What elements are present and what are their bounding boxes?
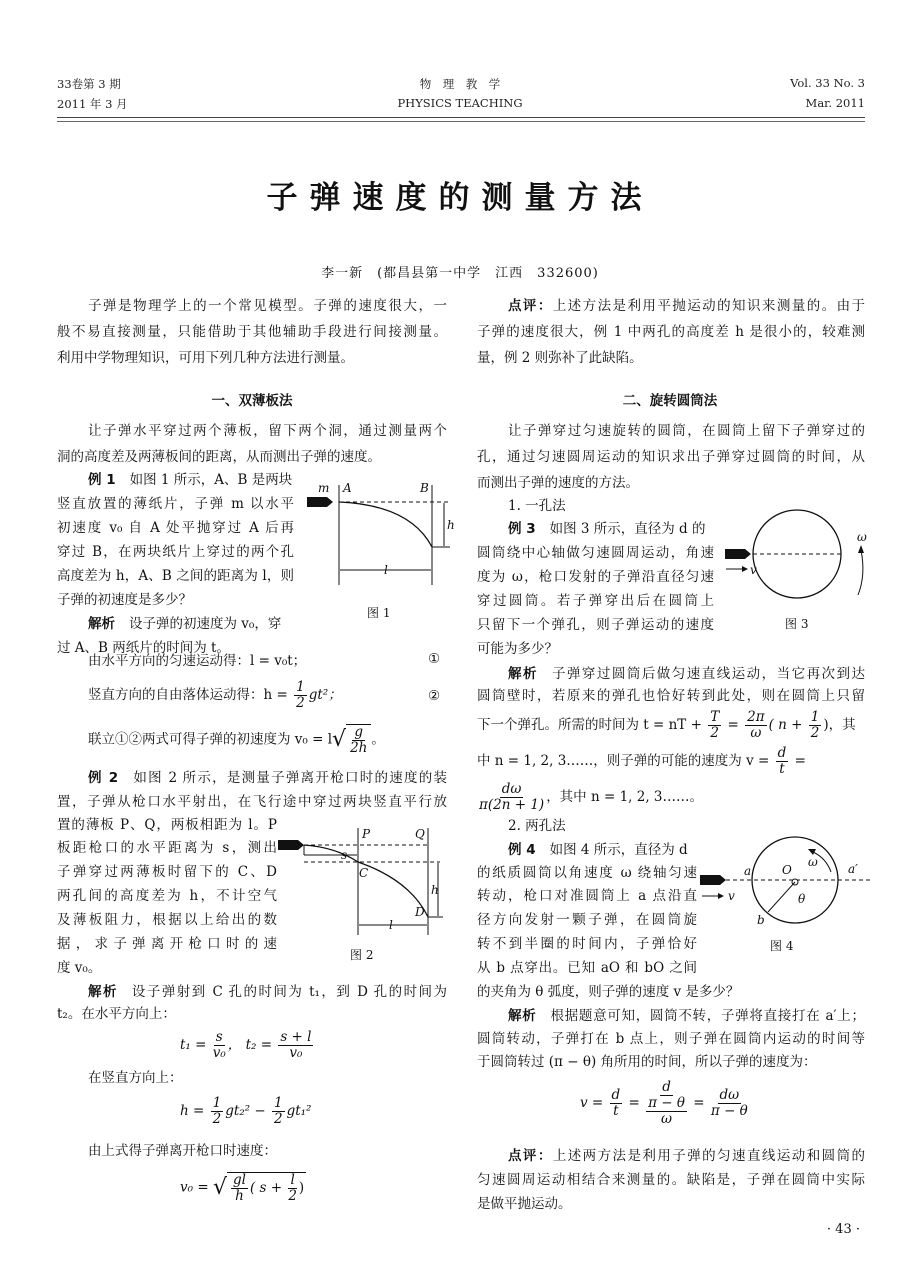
example-line: 穿过圆筒。若子弹穿出后在圆筒上: [477, 593, 714, 609]
final-velocity-equation: v = $\frac{d}{t}$ = $\frac{d}{\frac{\pi - \theta}{\omega}}$ = $\frac{d\omega}{\pi - \theta}$: [580, 1079, 748, 1127]
comment-line: 子弹的速度很大，例 1 中两孔的高度差 h 是很小的，较难测: [477, 324, 865, 340]
example-line: 的纸质圆筒以角速度 ω 绕轴匀速: [477, 865, 697, 881]
solution-line: t₂。在水平方向上：: [57, 1006, 176, 1022]
example-line: 及薄板阻力，根据以上给出的数: [57, 912, 277, 928]
figure-2: [275, 825, 455, 940]
radius-ob: [768, 882, 795, 912]
trajectory: [304, 845, 428, 917]
article-title: 子弹速度的测量方法: [266, 180, 654, 216]
vertical-label: 在竖直方向上：: [88, 1070, 183, 1086]
v0-equation: v₀ = √ $\frac{gl}{h}$ ( s + $\frac{l}{2}$ ): [180, 1172, 305, 1204]
intro-line: 子弹是物理学上的一个常见模型。子弹的速度很大，一: [88, 298, 447, 314]
bullet-icon: [307, 497, 333, 507]
example-label: 例 4: [508, 842, 536, 858]
svg-text:v: v: [728, 889, 735, 903]
rotation-arrow: [858, 550, 863, 595]
author-line: 李一新 (都昌县第一中学 江西 332600): [321, 266, 599, 281]
svg-text:ω: ω: [808, 855, 818, 869]
comment-2-first: 点评：上述两方法是利用子弹的匀速直线运动和圆筒的: [508, 1148, 866, 1164]
example-line: 度为 ω，枪口发射的子弹沿直径匀速: [477, 569, 714, 585]
example-label: 例 2: [88, 770, 119, 786]
example-line: 据，求子弹离开枪口时的速: [57, 936, 277, 952]
paragraph-line: 让子弹穿过匀速旋转的圆筒，在圆筒上留下子弹穿过的: [508, 423, 865, 439]
label-h: h: [447, 518, 455, 532]
example-line: 穿过 B，在两块纸片上穿过的两个孔: [57, 544, 294, 560]
issue-volume: 33卷第 3 期: [57, 77, 121, 91]
comment-label: 点评：: [508, 1148, 553, 1164]
comment-line: 匀速圆周运动相结合来测量的。缺陷是，子弹在圆筒中实际: [477, 1172, 865, 1188]
example-3-first: 例 3 如图 3 所示，直径为 d 的: [508, 521, 706, 537]
solution-4-first: 解析 根据题意可知，圆筒不转，子弹将直接打在 a′上；: [508, 1008, 866, 1024]
bullet-icon: [725, 549, 751, 559]
subsection-one-hole: 1. 一孔法: [508, 498, 566, 514]
intro-line: 般不易直接测量，只能借助于其他辅助手段进行间接测量。: [57, 324, 447, 340]
example-1-first: [88, 470, 292, 490]
label-m: m: [318, 481, 330, 495]
example-line: 度 v₀。: [57, 960, 102, 976]
figure-1-caption: 图 1: [367, 606, 391, 620]
figure-1: [300, 475, 460, 585]
section-heading-2: 二、旋转圆筒法: [622, 393, 718, 409]
example-line: 子弹的初速度是多少？: [57, 592, 192, 608]
solution-1-first: [88, 614, 281, 634]
solution-label: 解析: [508, 666, 538, 682]
example-line: 高度差为 h，A、B 之间的距离为 l，则: [57, 568, 294, 584]
figure-3-caption: 图 3: [785, 617, 809, 631]
svg-text:v: v: [750, 563, 757, 577]
comment-line: 是做平抛运动。: [477, 1196, 572, 1212]
journal-name-en: PHYSICS TEACHING: [397, 96, 523, 110]
intro-line: 利用中学物理知识，可用下列几种方法进行测量。: [57, 350, 354, 366]
solution-line: 圆筒壁时，若原来的弹孔也恰好转到此处，则在圆筒上只留: [477, 688, 865, 704]
paragraph-line: 让子弹水平穿过两个薄板，留下两个洞，通过测量两个: [88, 423, 447, 439]
volume-en: Vol. 33 No. 3: [790, 76, 865, 90]
svg-text:a′: a′: [848, 862, 858, 876]
svg-text:P: P: [362, 827, 371, 841]
svg-text:θ: θ: [798, 892, 806, 906]
label-b: B: [420, 481, 429, 495]
solution-line: 过 A、B 两纸片的时间为 t。: [57, 640, 230, 656]
label-l: l: [384, 563, 388, 577]
comment-line: 量，例 2 则弥补了此缺陷。: [477, 350, 643, 366]
trajectory: [339, 502, 432, 547]
page-number: · 43 ·: [826, 1222, 860, 1237]
header-rule: [57, 117, 865, 122]
journal-name-cn: 物 理 教 学: [419, 77, 501, 91]
example-line: 圆筒绕中心轴做匀速圆周运动，角速: [477, 545, 714, 561]
example-line: 竖直放置的薄纸片，子弹 m 以水平: [57, 496, 294, 512]
comment-label: 点评：: [508, 298, 553, 314]
example-2-first: 例 2 如图 2 所示，是测量子弹离开枪口时的速度的装: [88, 770, 448, 786]
comment-1-first: 点评：上述方法是利用平抛运动的知识来测量的。由于: [508, 298, 866, 314]
example-4-first: 例 4 如图 4 所示，直径为 d: [508, 842, 688, 858]
svg-text:D: D: [415, 905, 425, 919]
svg-text:C: C: [359, 866, 369, 880]
example-line: 径方向发射一颗子弹，在圆筒旋: [477, 912, 697, 928]
example-text: 如图 1 所示，A、B 是两块: [129, 472, 293, 488]
example-line: 两孔间的高度差为 h，不计空气: [57, 888, 277, 904]
solution-label: 解析: [88, 616, 115, 632]
section-heading-1: 一、双薄板法: [211, 393, 293, 409]
example-line: 的夹角为 θ 弧度，则子弹的速度 v 是多少？: [477, 984, 740, 1000]
figure-4: [698, 830, 873, 935]
paragraph-line: 洞的高度差及两薄板间的距离，从而测出子弹的速度。: [57, 449, 381, 465]
combined-result: 联立①②两式可得子弹的初速度为 v₀ = l √ $\frac{g}{2h}$ 。: [88, 724, 385, 756]
figure-4-caption: 图 4: [770, 939, 794, 953]
solution-line: 于圆筒转过 (π − θ) 角所用的时间，所以子弹的速度为：: [477, 1054, 817, 1070]
solution-label: 解析: [508, 1008, 537, 1024]
height-equation: h = $\frac{1}{2}$ gt₂² − $\frac{1}{2}$ gt₁²: [180, 1095, 312, 1127]
paragraph-line: 而测出子弹的速度的方法。: [477, 475, 639, 491]
issue-date: 2011 年 3 月: [57, 97, 128, 111]
figure-2-caption: 图 2: [350, 948, 374, 962]
equation-2-number: ②: [428, 688, 441, 704]
svg-text:a: a: [744, 864, 752, 878]
solution-3-first: 解析 子弹穿过圆筒后做匀速直线运动，当它再次到达: [508, 666, 866, 682]
svg-text:s: s: [341, 848, 348, 862]
equation-1-number: ①: [428, 651, 441, 667]
solution-label: 解析: [88, 984, 118, 1000]
solution-line: 圆筒转动，子弹打在 b 点上，则子弹在圆筒内运动的时间等: [477, 1031, 865, 1047]
subsection-two-hole: 2. 两孔法: [508, 818, 566, 834]
example-line: 可能为多少？: [477, 641, 558, 657]
example-line: 转不到半圈的时间内，子弹恰好: [477, 936, 697, 952]
svg-text:Q: Q: [415, 827, 425, 841]
paragraph-line: 孔，通过匀速圆周运动的知识求出子弹穿过圆筒的时间，从: [477, 449, 865, 465]
solution-text: 设子弹的初速度为 v₀，穿: [129, 616, 282, 632]
time-equation: 下一个弹孔。所需的时间为 t = nT + $\frac{T}{2}$ = $\frac{2\pi}{\omega}$ ( n + $\frac{1}{2}$ )，其: [477, 709, 856, 741]
figure-3: [720, 505, 880, 615]
svg-text:h: h: [431, 883, 439, 897]
label-a: A: [343, 481, 352, 495]
svg-text:l: l: [389, 918, 393, 932]
bullet-icon: [700, 875, 726, 885]
example-line: 转动，枪口对准圆筒上 a 点沿直: [477, 888, 697, 904]
solution-2-first: 解析 设子弹射到 C 孔的时间为 t₁，到 D 孔的时间为: [88, 984, 447, 1000]
date-en: Mar. 2011: [805, 96, 865, 110]
example-line: 板距枪口的水平距离为 s，测出: [57, 840, 277, 856]
bullet-icon: [278, 840, 304, 850]
svg-text:O: O: [782, 863, 792, 877]
example-label: 例 1: [88, 472, 116, 488]
equation-2: 竖直方向的自由落体运动得：h = $\frac{1}{2}$ gt²；: [88, 679, 342, 711]
svg-text:b: b: [757, 913, 765, 927]
result-label: 由上式得子弹离开枪口时速度：: [88, 1143, 277, 1159]
example-line: 置的薄板 P、Q，两板相距为 l。P: [57, 817, 277, 833]
example-line: 子弹穿过两薄板时留下的 C、D: [57, 864, 277, 880]
example-label: 例 3: [508, 521, 536, 537]
svg-text:ω: ω: [857, 530, 867, 544]
example-line: 从 b 点穿出。已知 aO 和 bO 之间: [477, 960, 697, 976]
example-line: 初速度 v₀ 自 A 处平抛穿过 A 后再: [57, 520, 294, 536]
time-equations: t₁ = $\frac{s}{\text{v₀}}$ ， t₂ = $\frac{s + l}{\text{v₀}}$: [180, 1029, 312, 1061]
velocity-equation: 中 n = 1, 2, 3……，则子弹的可能的速度为 v = $\frac{d}{t}$ =: [477, 745, 806, 777]
example-line: 置，子弹从枪口水平射出，在飞行途中穿过两块竖直平行放: [57, 794, 447, 810]
velocity-result: $\frac{d\omega}{\pi(2n + 1)}$ ，其中 n = 1, 2, 3……。: [479, 781, 703, 813]
example-line: 只留下一个弹孔，则子弹运动的速度: [477, 617, 714, 633]
equation-1: 由水平方向的匀速运动得：l = v₀t；: [88, 653, 307, 669]
